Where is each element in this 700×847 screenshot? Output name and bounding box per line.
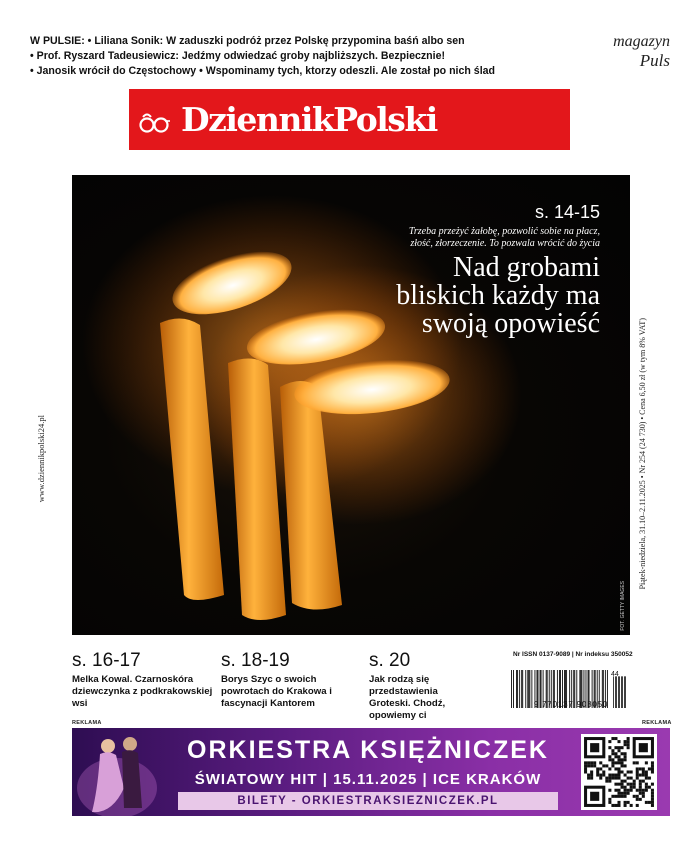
qr-code-icon[interactable] <box>581 734 657 810</box>
article-teaser[interactable] <box>221 650 339 710</box>
issn-info: Nr ISSN 0137-9089 | Nr indeksu 350052 <box>513 651 633 658</box>
teaser-box <box>30 34 550 79</box>
cover-headline <box>270 254 600 338</box>
cover-lead-line: Trzeba przeżyć żałobę, pozwolić sobie na płacz, <box>408 226 600 237</box>
article-teaser[interactable] <box>72 650 217 710</box>
teaser-line[interactable]: • Janosik wrócił do Częstochowy • Wspominamy tych, ktorzy odeszli. Ale został po nich ślad <box>30 65 496 77</box>
cover-lead-line: złość, złorzeczenie. To pozwala wrócić do życia <box>410 238 600 249</box>
magazine-label-line2: Puls <box>639 51 670 70</box>
teaser-line[interactable]: W PULSIE: • Liliana Sonik: W zaduszki podróż przez Polskę przypomina baśń albo sen <box>30 35 465 47</box>
article-page-number: s. 20 <box>369 650 411 671</box>
article-teaser[interactable] <box>369 650 465 722</box>
advertisement-banner[interactable] <box>72 728 670 816</box>
ad-label: REKLAMA <box>642 720 672 726</box>
article-title: Jak rodzą się przedstawienia Groteski. Chodź, opowiemy ci <box>369 674 446 721</box>
article-title: Melka Kowal. Czarnoskóra dziewczynka z podkrakowskiej wsi <box>72 674 213 709</box>
article-page-number: s. 18-19 <box>221 650 290 671</box>
logo-icon <box>139 110 171 134</box>
dancers-illustration <box>72 728 162 816</box>
cover-photo[interactable] <box>72 175 630 635</box>
article-title: Borys Szyc o swoich powrotach do Krakowa i fascynacji Kantorem <box>221 674 332 709</box>
cover-page-number: s. 14-15 <box>534 202 600 222</box>
website-url[interactable]: www.dziennikpolski24.pl <box>36 415 46 503</box>
ad-title: ORKIESTRA KSIĘŻNICZEK <box>187 736 549 764</box>
article-page-number: s. 16-17 <box>72 650 141 671</box>
magazine-label <box>613 33 670 70</box>
teaser-line[interactable]: • Prof. Ryszard Tadeusiewicz: Jedźmy odwiedzać groby najbliższych. Bezpiecznie! <box>30 50 446 62</box>
magazine-label-line1: magazyn <box>613 33 670 50</box>
ad-label: REKLAMA <box>72 720 102 726</box>
masthead[interactable] <box>129 89 570 150</box>
barcode-digits: 9 770137 908050 <box>533 700 609 709</box>
barcode-addon: 44 <box>611 671 619 678</box>
cover-story[interactable] <box>270 201 600 338</box>
cover-headline-line: Nad grobami <box>453 252 600 283</box>
cover-lead <box>270 226 600 250</box>
ad-tickets-link[interactable]: BILETY - ORKIESTRAKSIEZNICZEK.PL <box>178 792 558 810</box>
cover-headline-line: swoją opowieść <box>421 308 600 339</box>
cover-headline-line: bliskich każdy ma <box>396 280 600 311</box>
masthead-title: DziennikPolski <box>181 100 437 139</box>
photo-credit: FOT. GETTY IMAGES <box>620 581 626 631</box>
issue-info: Piątek-niedziela, 31.10–2.11.2025 • Nr 254 (24 730) • Cena 6,50 zł (w tym 8% VAT) <box>638 318 647 590</box>
ad-subtitle: ŚWIATOWY HIT | 15.11.2025 | ICE KRAKÓW <box>194 771 542 788</box>
